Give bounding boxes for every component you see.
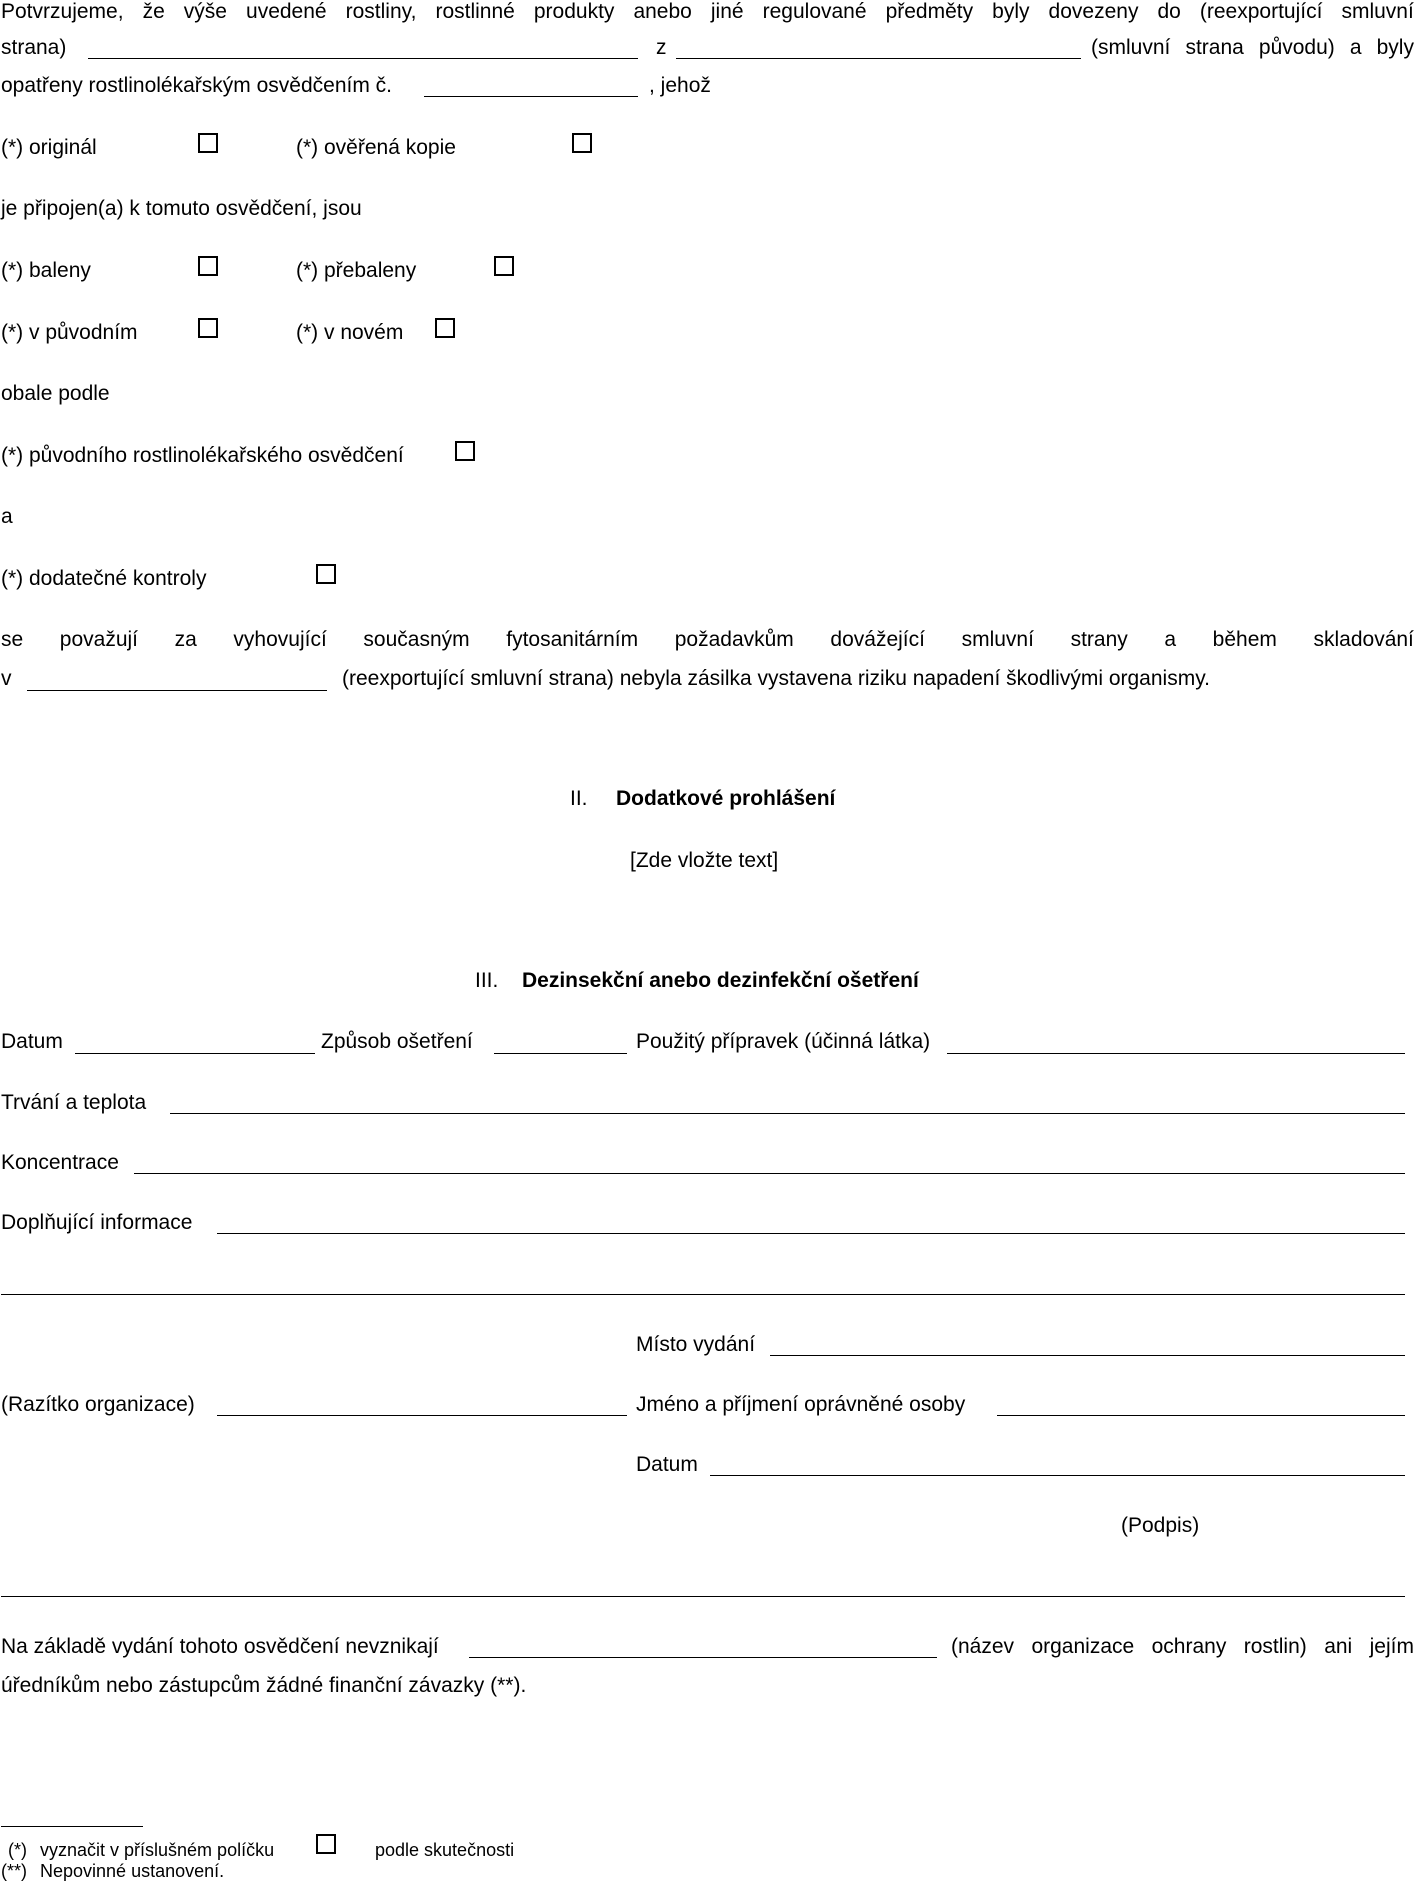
word: organizace [1031, 1635, 1135, 1658]
concentration-label: Koncentrace [1, 1151, 119, 1174]
word: jiné [710, 0, 744, 23]
duration-temperature-field[interactable] [170, 1113, 1405, 1114]
option-original-label: (*) originál [1, 136, 97, 159]
word: dovezeny [1048, 0, 1139, 23]
footnote-2-text: Nepovinné ustanovení. [40, 1861, 225, 1881]
paragraph-2-line-1 [1, 628, 1414, 652]
section-2-placeholder[interactable]: [Zde vložte text] [630, 849, 779, 872]
option-new-packaging-label: (*) v novém [296, 321, 404, 344]
treatment-date-label: Datum [1, 1030, 63, 1053]
signature-date-field[interactable] [710, 1475, 1405, 1476]
option-additional-inspection-label: (*) dodatečné kontroly [1, 567, 207, 590]
option-repacked-label: (*) přebaleny [296, 259, 417, 282]
liability-text-start: Na základě vydání tohoto osvědčení nevznikají [1, 1635, 439, 1658]
word: původu) [1258, 36, 1335, 59]
stamp-field[interactable] [217, 1415, 627, 1416]
checkbox-additional-inspection[interactable] [316, 564, 336, 584]
footnote-separator [1, 1826, 143, 1827]
checkbox-original[interactable] [198, 133, 218, 153]
checkbox-certified-copy[interactable] [572, 133, 592, 153]
additional-info-field[interactable] [217, 1233, 1405, 1234]
footnote-1-text: vyznačit v příslušném políčku [40, 1840, 275, 1860]
and-text: a [1, 505, 13, 528]
word: výše [183, 0, 227, 23]
signature-label: (Podpis) [1121, 1514, 1200, 1537]
treatment-method-label: Způsob ošetření [321, 1030, 473, 1053]
section-3-number: III. [475, 969, 499, 992]
checkbox-packed[interactable] [198, 256, 218, 276]
certificate-number-field[interactable] [424, 96, 638, 97]
word: současným [363, 628, 470, 651]
word: (název [951, 1635, 1015, 1658]
section-2-title: Dodatkové prohlášení [616, 787, 836, 810]
word: dovážející [830, 628, 925, 651]
word: ani [1324, 1635, 1353, 1658]
word: Potvrzujeme, [1, 0, 124, 23]
certificate-number-label: opatřeny rostlinolékařským osvědčením č. [1, 74, 392, 97]
z-label: z [656, 36, 667, 59]
footnote-1-mark: (*) [8, 1840, 27, 1860]
word: ochrany [1151, 1635, 1227, 1658]
smluvni-strana-puvodu-label [1091, 36, 1414, 60]
word: do [1157, 0, 1181, 23]
footnote-checkbox [316, 1834, 336, 1854]
liability-text-end [951, 1635, 1414, 1659]
packaging-according-text: obale podle [1, 382, 110, 405]
word: vyhovující [233, 628, 327, 651]
word: regulované [762, 0, 867, 23]
word: rostlinné [435, 0, 515, 23]
option-original-certificate-label: (*) původního rostlinolékařského osvědčení [1, 444, 404, 467]
section-2-number: II. [570, 787, 588, 810]
stamp-label: (Razítko organizace) [1, 1393, 195, 1416]
duration-temperature-label: Trvání a teplota [1, 1091, 147, 1114]
word: skladování [1313, 628, 1414, 651]
paragraph-2-line-2: (reexportující smluvní strana) nebyla zásilka vystavena riziku napadení škodlivými organismy. [342, 667, 1210, 690]
word: rostlin) [1243, 1635, 1307, 1658]
word: že [142, 0, 165, 23]
word: strana [1185, 36, 1244, 59]
word: (reexportující [1199, 0, 1323, 23]
footnote-2-mark: (**) [1, 1861, 27, 1881]
attached-text: je připojen(a) k tomuto osvědčení, jsou [1, 197, 362, 220]
concentration-field[interactable] [134, 1173, 1405, 1174]
place-of-issue-label: Místo vydání [636, 1333, 756, 1356]
word: jejím [1369, 1635, 1414, 1658]
footnote-1-end: podle skutečnosti [375, 1840, 515, 1860]
liability-text-line-2: úředníkům nebo zástupcům žádné finanční závazky (**). [1, 1674, 527, 1697]
word: a [1164, 628, 1177, 651]
word: fytosanitárním [506, 628, 639, 651]
officer-name-label: Jméno a příjmení oprávněné osoby [636, 1393, 966, 1416]
officer-name-field[interactable] [997, 1415, 1405, 1416]
separator-line [1, 1596, 1405, 1597]
section-3-title: Dezinsekční anebo dezinfekční ošetření [522, 969, 919, 992]
v-label: v [1, 667, 12, 690]
option-packed-label: (*) baleny [1, 259, 91, 282]
reexport-party-field[interactable] [88, 58, 638, 59]
word: za [174, 628, 197, 651]
checkbox-repacked[interactable] [494, 256, 514, 276]
word: smluvní [961, 628, 1034, 651]
checkbox-original-packaging[interactable] [198, 318, 218, 338]
storage-location-field[interactable] [27, 690, 327, 691]
word: uvedené [246, 0, 327, 23]
word: požadavkům [674, 628, 794, 651]
additional-info-field-line-2[interactable] [1, 1294, 1405, 1295]
word: produkty [533, 0, 615, 23]
paragraph-1-line-1 [1, 0, 1414, 24]
origin-party-field[interactable] [676, 58, 1081, 59]
checkbox-original-certificate[interactable] [455, 441, 475, 461]
place-of-issue-field[interactable] [770, 1355, 1405, 1356]
treatment-date-field[interactable] [75, 1053, 315, 1054]
checkbox-new-packaging[interactable] [435, 318, 455, 338]
option-certified-copy-label: (*) ověřená kopie [296, 136, 456, 159]
word: byly [1376, 36, 1414, 59]
chemical-label: Použitý přípravek (účinná látka) [636, 1030, 931, 1053]
additional-info-label: Doplňující informace [1, 1211, 193, 1234]
treatment-method-field[interactable] [494, 1053, 627, 1054]
option-original-packaging-label: (*) v původním [1, 321, 138, 344]
word: předměty [885, 0, 974, 23]
signature-date-label: Datum [636, 1453, 698, 1476]
chemical-field[interactable] [947, 1053, 1405, 1054]
word: během [1212, 628, 1277, 651]
word: rostliny, [345, 0, 417, 23]
word: byly [992, 0, 1030, 23]
jehoz-label: , jehož [649, 74, 711, 97]
word: a [1349, 36, 1362, 59]
word: anebo [633, 0, 692, 23]
word: (smluvní [1091, 36, 1171, 59]
word: strany [1070, 628, 1128, 651]
strana-label: strana) [1, 36, 67, 59]
word: smluvní [1341, 0, 1414, 23]
organization-name-field[interactable] [469, 1657, 937, 1658]
word: považují [59, 628, 139, 651]
word: se [1, 628, 24, 651]
